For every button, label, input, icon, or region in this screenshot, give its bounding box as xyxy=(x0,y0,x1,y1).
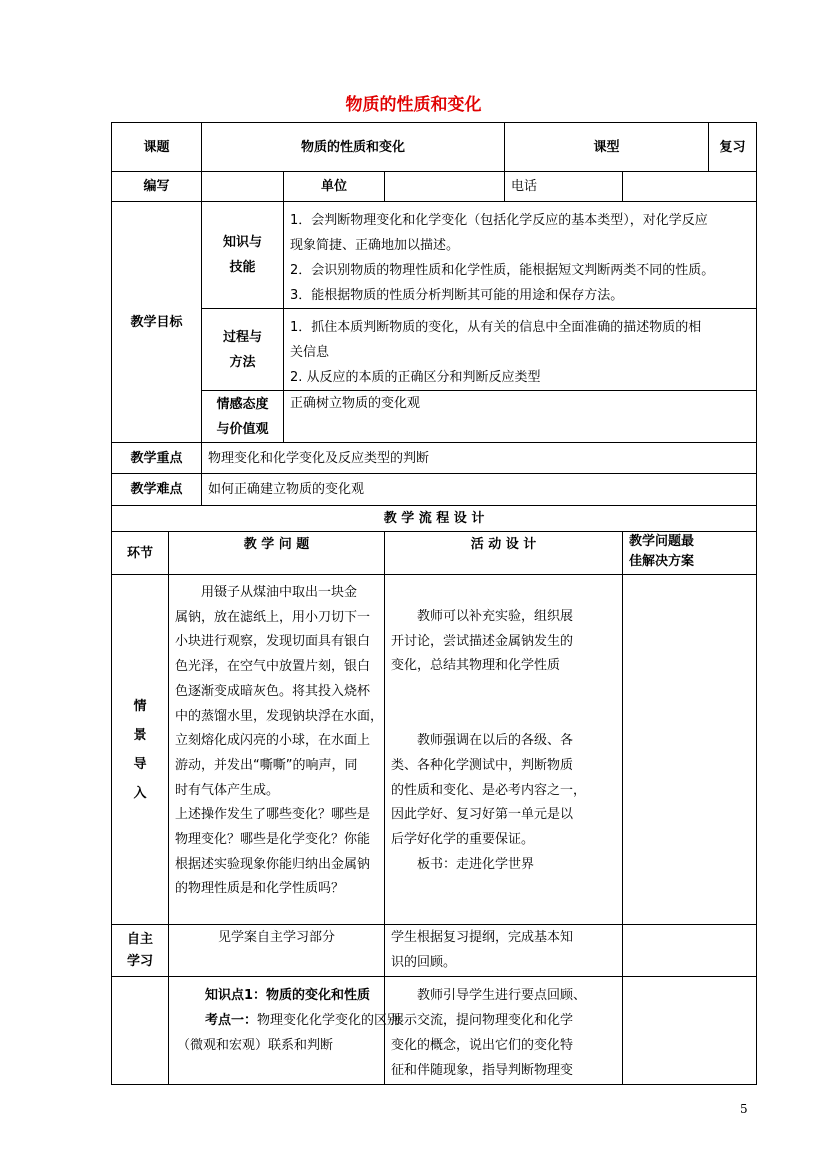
knowledge-point-best-solution xyxy=(623,977,757,1085)
topic-row xyxy=(112,123,757,172)
self-study-stage-line-2: 学习 xyxy=(126,953,153,969)
intro-activity-line: 后学好化学的重要保证。 xyxy=(391,831,535,847)
self-study-activity xyxy=(385,925,623,977)
col-stage-header: 环节 xyxy=(112,532,169,575)
self-study-activity-line: 识的回顾。 xyxy=(391,955,457,970)
intro-activity-gap xyxy=(391,679,622,729)
self-study-row xyxy=(112,925,757,977)
knowledge-point-heading: 知识点1：物质的变化和性质 xyxy=(205,988,371,1003)
exam-point-text: 物理变化化学变化的区别 xyxy=(257,1013,401,1028)
col-activity-header: 活 动 设 计 xyxy=(385,532,623,575)
page-number: 5 xyxy=(740,1102,748,1116)
exam-point-label: 考点一： xyxy=(205,1013,258,1028)
intro-question-line: 物理变化？哪些是化学变化？你能 xyxy=(175,832,371,848)
knowledge-point-row xyxy=(112,977,757,1085)
intro-stage-char: 情 xyxy=(133,698,147,714)
intro-stage-char: 入 xyxy=(133,785,147,801)
key-point-value: 物理变化和化学变化及反应类型的判断 xyxy=(202,443,757,474)
emotion-values-label xyxy=(202,391,284,443)
flow-header-row xyxy=(112,532,757,575)
emotion-values-content: 正确树立物质的变化观 xyxy=(284,391,757,443)
intro-activity-line: 教师强调在以后的各级、各 xyxy=(391,733,574,749)
col-best-line-2: 佳解决方案 xyxy=(629,554,695,569)
process-line: 关信息 xyxy=(290,345,330,360)
lesson-plan-table xyxy=(111,122,757,1085)
intro-question xyxy=(169,575,385,925)
self-study-activity-line: 学生根据复习提纲，完成基本知 xyxy=(391,930,574,945)
intro-row xyxy=(112,575,757,925)
difficult-point-value: 如何正确建立物质的变化观 xyxy=(202,474,757,506)
process-line: 1．抓住本质判断物质的变化，从有关的信息中全面准确的描述物质的相 xyxy=(290,320,702,335)
intro-activity xyxy=(385,575,623,925)
emotion-label-line-2: 与价值观 xyxy=(216,421,269,437)
knowledge-skills-content xyxy=(284,202,757,309)
intro-activity-line: 教师可以补充实验，组织展 xyxy=(391,609,574,624)
knowledge-skills-label xyxy=(202,202,284,309)
intro-question-line: 时有气体产生成。 xyxy=(175,782,280,798)
process-methods-label xyxy=(202,309,284,391)
unit-value xyxy=(385,172,505,202)
col-question-header: 教 学 问 题 xyxy=(169,532,385,575)
knowledge-point-activity xyxy=(385,977,623,1085)
intro-question-line: 色光泽，在空气中放置片刻，银白 xyxy=(175,659,371,675)
intro-question-line: 小块进行观察，发现切面具有银白 xyxy=(175,634,371,650)
knowledge-point-line: （微观和宏观）联系和判断 xyxy=(177,1038,334,1053)
process-methods-content xyxy=(284,309,757,391)
intro-question-line: 的物理性质是和化学性质吗？ xyxy=(175,881,345,897)
intro-best-solution xyxy=(623,575,757,925)
type-label: 课型 xyxy=(505,123,709,172)
intro-activity-line: 开讨论，尝试描述金属钠发生的 xyxy=(391,633,574,649)
knowledge-line: 1．会判断物理变化和化学变化（包括化学反应的基本类型），对化学反应 xyxy=(290,213,708,228)
knowledge-activity-line: 征和伴随现象，指导判断物理变 xyxy=(391,1063,574,1078)
process-label-line-2: 方法 xyxy=(229,354,256,370)
knowledge-line: 3．能根据物质的性质分析判断其可能的用途和保存方法。 xyxy=(290,288,624,303)
knowledge-line: 2．会识别物质的物理性质和化学性质，能根据短文判断两类不同的性质。 xyxy=(290,263,715,278)
intro-activity-line: 类、各种化学测试中，判断物质 xyxy=(391,757,574,773)
intro-stage-char: 景 xyxy=(133,727,147,743)
process-line: 2. 从反应的本质的正确区分和判断反应类型 xyxy=(290,370,541,385)
document-title: 物质的性质和变化 xyxy=(345,95,482,115)
knowledge-label-line-2: 技能 xyxy=(229,260,256,275)
knowledge-point-stage xyxy=(112,977,169,1085)
intro-question-line: 用镊子从煤油中取出一块金 xyxy=(175,585,358,600)
author-row xyxy=(112,172,757,202)
key-point-label: 教学重点 xyxy=(112,443,202,474)
intro-question-line: 属钠，放在滤纸上，用小刀切下一 xyxy=(175,609,371,625)
self-study-best-solution xyxy=(623,925,757,977)
knowledge-point-question xyxy=(169,977,401,1085)
col-best-solution-header xyxy=(623,532,757,575)
knowledge-label-line-1: 知识与 xyxy=(223,235,263,250)
intro-question-line: 中的蒸馏水里，发现钠块浮在水面， xyxy=(175,708,384,724)
knowledge-point-exam-point xyxy=(177,1008,401,1033)
difficult-point-row xyxy=(112,474,757,506)
intro-question-line: 上述操作发生了哪些变化？哪些是 xyxy=(175,807,371,823)
goals-process-row xyxy=(112,309,757,391)
topic-label: 课题 xyxy=(112,123,202,172)
knowledge-activity-line: 教师引导学生进行要点回顾、 xyxy=(391,988,587,1003)
intro-activity-line: 板书：走进化学世界 xyxy=(391,856,535,872)
difficult-point-label: 教学难点 xyxy=(112,474,202,506)
knowledge-activity-line: 变化的概念，说出它们的变化特 xyxy=(391,1038,574,1053)
goals-label: 教学目标 xyxy=(112,202,202,443)
unit-label: 单位 xyxy=(284,172,385,202)
goals-emotion-row xyxy=(112,391,757,443)
goals-knowledge-row xyxy=(112,202,757,309)
emotion-label-line-1: 情感态度 xyxy=(216,396,269,412)
flow-title: 教 学 流 程 设 计 xyxy=(112,506,757,532)
author-label: 编写 xyxy=(112,172,202,202)
self-study-question: 见学案自主学习部分 xyxy=(169,925,385,977)
intro-question-line: 立刻熔化成闪亮的小球，在水面上 xyxy=(175,733,371,749)
type-value: 复习 xyxy=(709,123,757,172)
flow-title-row xyxy=(112,506,757,532)
knowledge-line: 现象简捷、正确地加以描述。 xyxy=(290,238,460,253)
intro-question-line: 游动，并发出“嘶嘶”的响声，同 xyxy=(175,757,358,773)
phone-value xyxy=(623,172,757,202)
self-study-stage-line-1: 自主 xyxy=(126,931,153,947)
intro-stage xyxy=(112,575,169,925)
knowledge-activity-line: 展示交流，提问物理变化和化学 xyxy=(391,1013,574,1028)
intro-activity-line: 变化，总结其物理和化学性质 xyxy=(391,658,561,674)
intro-activity-line: 因此学好、复习好第一单元是以 xyxy=(391,807,574,823)
author-value xyxy=(202,172,284,202)
key-point-row xyxy=(112,443,757,474)
intro-question-line: 色逐渐变成暗灰色。将其投入烧杯 xyxy=(175,683,371,699)
col-best-line-1: 教学问题最 xyxy=(629,534,695,549)
phone-label: 电话 xyxy=(505,172,623,202)
intro-question-line: 根据述实验现象你能归纳出金属钠 xyxy=(175,856,371,872)
intro-stage-char: 导 xyxy=(133,756,147,772)
intro-activity-line: 的性质和变化、是必考内容之一， xyxy=(391,782,587,798)
process-label-line-1: 过程与 xyxy=(223,329,263,345)
self-study-stage xyxy=(112,925,169,977)
topic-value: 物质的性质和变化 xyxy=(202,123,505,172)
